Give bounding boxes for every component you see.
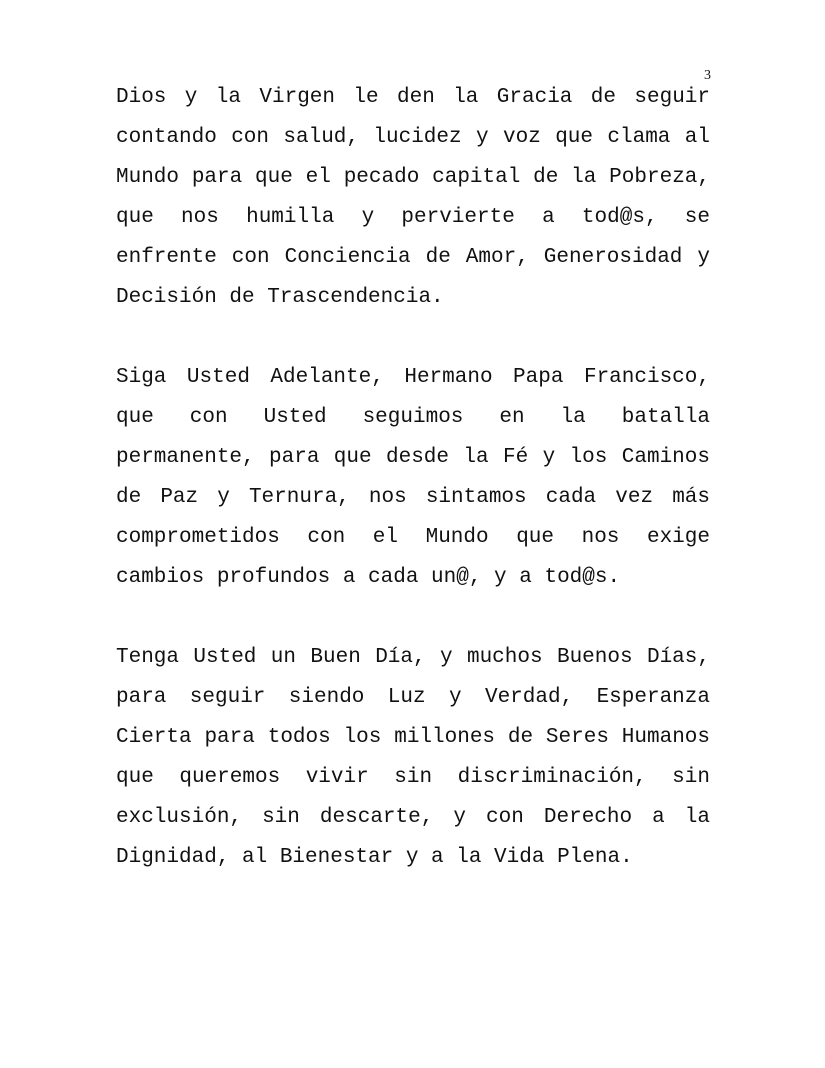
letter-body (116, 78, 710, 878)
paragraph-1: Dios y la Virgen le den la Gracia de seguir contando con salud, lucidez y voz que clama al Mundo para que el pecado capital de la Pobreza, que nos humilla y pervierte a tod@s, se enfrente con Conciencia de Amor, Generosidad y Decisión de Trascendencia. (116, 86, 710, 309)
page-number: 3 (704, 68, 711, 83)
paragraph-3: Tenga Usted un Buen Día, y muchos Buenos Días, para seguir siendo Luz y Verdad, Esperanza Cierta para todos los millones de Seres Humanos que queremos vivir sin discriminación, sin exclusión, sin descarte, y con Derecho a la Dignidad, al Bienestar y a la Vida Plena. (116, 646, 710, 869)
paragraph-2: Siga Usted Adelante, Hermano Papa Francisco, que con Usted seguimos en la batalla permanente, para que desde la Fé y los Caminos de Paz y Ternura, nos sintamos cada vez más comprometidos con el Mundo que nos exige cambios profundos a cada un@, y a tod@s. (116, 366, 710, 589)
